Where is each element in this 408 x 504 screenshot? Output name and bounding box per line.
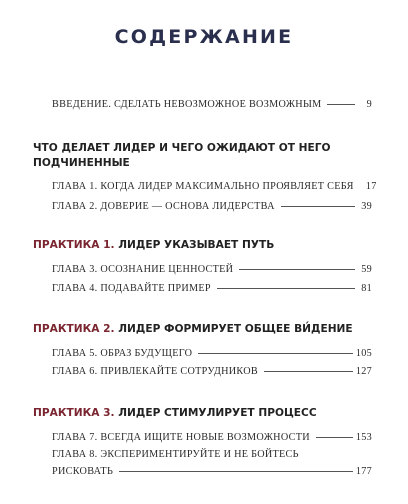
- section-heading: [33, 238, 373, 253]
- toc-page-number: 59: [361, 264, 372, 275]
- toc-entry-label: ВВЕДЕНИЕ. СДЕЛАТЬ НЕВОЗМОЖНОЕ ВОЗМОЖНЫМ: [52, 99, 322, 110]
- toc-entry-chapter-6[interactable]: [52, 366, 372, 377]
- toc-entry-label: ГЛАВА 6. ПРИВЛЕКАЙТЕ СОТРУДНИКОВ: [52, 366, 258, 377]
- toc-entry-label: ГЛАВА 4. ПОДАВАЙТЕ ПРИМЕР: [52, 283, 211, 294]
- practice-label: ПРАКТИКА 1.: [33, 239, 115, 251]
- toc-page-number: 17: [365, 181, 377, 192]
- toc-entry-chapter-5[interactable]: [52, 348, 372, 359]
- practice-label: ПРАКТИКА 2.: [33, 323, 115, 335]
- dot-leader: [198, 353, 353, 354]
- toc-entry-label-continued: РИСКОВАТЬ: [52, 466, 114, 477]
- section-heading: [33, 406, 373, 421]
- dot-leader: [239, 269, 355, 270]
- toc-page-number: 9: [366, 99, 372, 110]
- toc-page-number: 105: [355, 348, 372, 359]
- toc-page-number: 153: [355, 432, 372, 443]
- dot-leader: [119, 471, 353, 472]
- toc-entry-label: ГЛАВА 7. ВСЕГДА ИЩИТЕ НОВЫЕ ВОЗМОЖНОСТИ: [52, 432, 310, 443]
- practice-label: ПРАКТИКА 3.: [33, 407, 115, 419]
- toc-entry-label: ГЛАВА 2. ДОВЕРИЕ — ОСНОВА ЛИДЕРСТВА: [52, 201, 275, 212]
- toc-entry-label: ГЛАВА 8. ЭКСПЕРИМЕНТИРУЙТЕ И НЕ БОЙТЕСЬ: [52, 449, 299, 460]
- section-heading: [33, 322, 373, 337]
- toc-page-number: 177: [355, 466, 372, 477]
- toc-entry-label: ГЛАВА 1. КОГДА ЛИДЕР МАКСИМАЛЬНО ПРОЯВЛЯЕТ СЕБЯ: [52, 181, 354, 192]
- page-title: СОДЕРЖАНИЕ: [114, 26, 294, 48]
- toc-entry-chapter-8[interactable]: [52, 449, 372, 477]
- toc-entry-chapter-7[interactable]: [52, 432, 372, 443]
- toc-page-number: 39: [361, 201, 372, 212]
- toc-entry-label: ГЛАВА 5. ОБРАЗ БУДУЩЕГО: [52, 348, 193, 359]
- toc-page-number: 81: [361, 283, 372, 294]
- practice-title: ЛИДЕР УКАЗЫВАЕТ ПУТЬ: [118, 239, 275, 251]
- toc-entry-intro[interactable]: [52, 99, 372, 110]
- toc-entry-chapter-2[interactable]: [52, 201, 372, 212]
- practice-title: ЛИДЕР СТИМУЛИРУЕТ ПРОЦЕСС: [118, 407, 317, 419]
- dot-leader: [217, 288, 355, 289]
- dot-leader: [327, 104, 355, 105]
- practice-title: ЛИДЕР ФОРМИРУЕТ ОБЩЕЕ ВИ́ДЕНИЕ: [118, 323, 353, 335]
- toc-entry-chapter-3[interactable]: [52, 264, 372, 275]
- toc-page-number: 127: [355, 366, 372, 377]
- toc-entry-label: ГЛАВА 3. ОСОЗНАНИЕ ЦЕННОСТЕЙ: [52, 264, 234, 275]
- section-heading: ЧТО ДЕЛАЕТ ЛИДЕР И ЧЕГО ОЖИДАЮТ ОТ НЕГО ПОДЧИНЕННЫЕ: [33, 142, 331, 169]
- dot-leader: [281, 206, 355, 207]
- toc-entry-chapter-1[interactable]: [52, 181, 377, 192]
- toc-entry-chapter-4[interactable]: [52, 283, 372, 294]
- dot-leader: [316, 437, 353, 438]
- dot-leader: [264, 371, 353, 372]
